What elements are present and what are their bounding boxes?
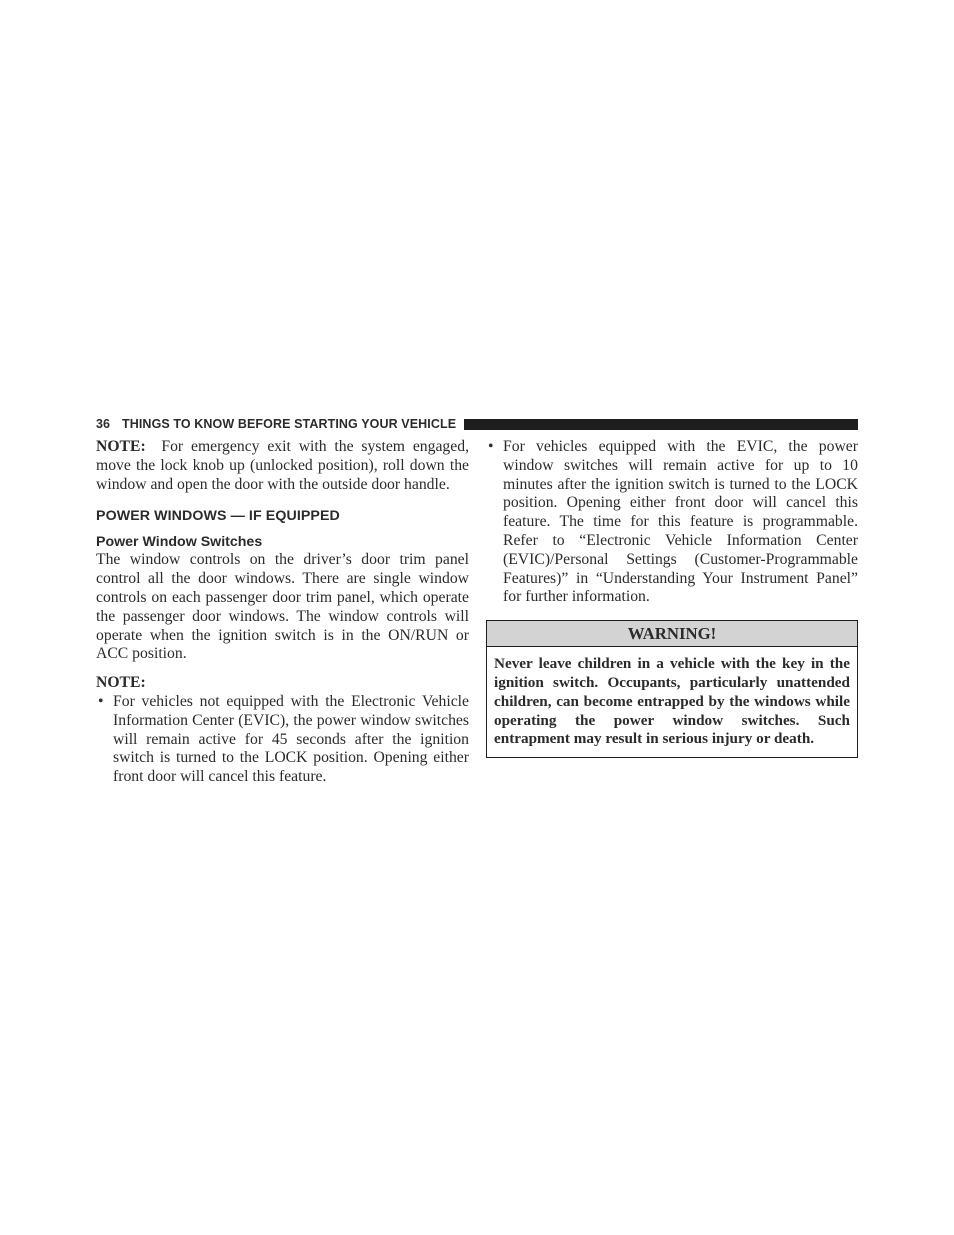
page-header [96,416,858,434]
right-column [486,438,858,758]
page-number: 36 [96,417,110,431]
warning-box [486,620,858,758]
body-paragraph: The window controls on the driver’s door trim panel control all the door windows. There are single window controls on each passenger door trim panel, which operate the passenger door windows. The window controls will operate when the ignition switch is in the ON/RUN or ACC position. [96,551,469,663]
section-title: THINGS TO KNOW BEFORE STARTING YOUR VEHICLE [122,417,457,431]
bullet-icon: • [488,438,494,455]
header-rule [464,419,858,430]
list-item-text: For vehicles not equipped with the Electronic Vehicle Information Center (EVIC), the power window switches will remain active for 45 seconds after the ignition switch is turned to the LOCK position. Opening either front door will cancel this feature. [113,692,469,786]
left-column [96,438,469,787]
warning-text: Never leave children in a vehicle with the key in the ignition switch. Occupants, particularly unattended children, can become entrapped by the windows while operating the power window switches. Such entrapment may result in serious injury or death. [494,655,850,748]
note-text: For emergency exit with the system engaged, move the lock knob up (unlocked position), roll down the window and open the door with the outside door handle. [96,438,469,493]
list-item [96,693,469,787]
bullet-icon: • [98,692,104,710]
subsection-heading: Power Window Switches [96,534,263,551]
list-item-text: For vehicles equipped with the EVIC, the power window switches will remain active for up to 10 minutes after the ignition switch is turned to the LOCK position. Opening either front door will cancel this feature. The time for this feature is programmable. Refer to “Electronic Vehicle Information Center (EVIC)/Personal Settings (Customer-Programmable Features)” in “Understanding Your Instrument Panel” for further information. [503,438,858,606]
warning-title: WARNING! [487,621,857,647]
section-heading: POWER WINDOWS — IF EQUIPPED [96,508,340,525]
note-label-2: NOTE: [96,674,146,692]
list-item [486,438,858,607]
note-label: NOTE: [96,438,146,455]
note-emergency-exit [96,438,469,494]
